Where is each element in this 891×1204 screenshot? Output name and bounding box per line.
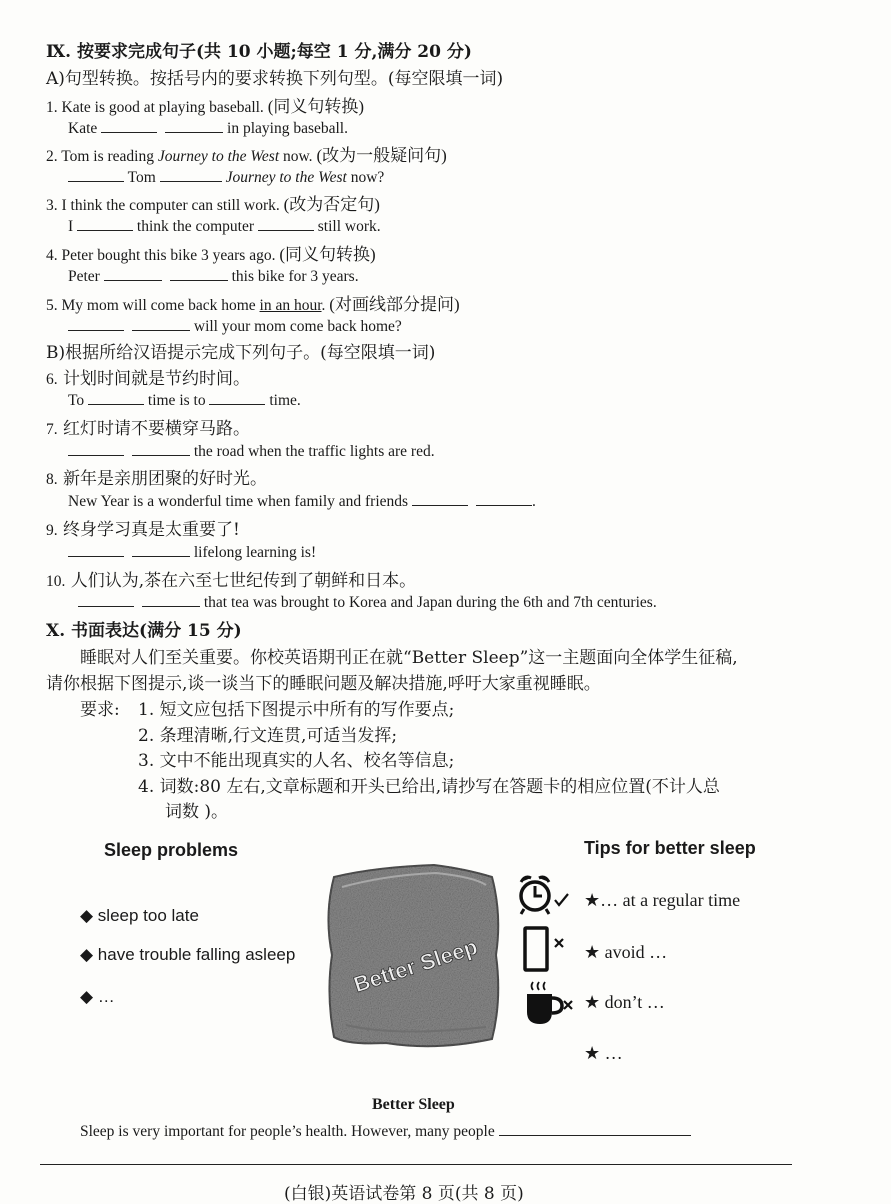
q2-a1: Tom (127, 169, 156, 186)
q7-blank-1[interactable] (68, 441, 124, 456)
q8-blank-2[interactable] (476, 491, 532, 506)
essay-opening-line (80, 1121, 691, 1141)
q2-answer-line (68, 167, 384, 187)
requirement-3: 3. 文中不能出现真实的人名、校名等信息; (138, 751, 455, 771)
q1-note: (同义句转换) (267, 97, 365, 116)
q5-text-1: My mom will come back home (61, 297, 256, 314)
q2-blank-2[interactable] (160, 167, 222, 182)
question-6 (46, 364, 250, 389)
question-1 (46, 92, 364, 117)
q2-text-1: Tom is reading (61, 148, 154, 165)
pillow-illustration (316, 855, 516, 1055)
q10-number: 10. (46, 573, 66, 590)
q2-blank-1[interactable] (68, 167, 124, 182)
question-8 (46, 464, 267, 489)
question-5 (46, 290, 460, 315)
q2-a2: now? (350, 169, 385, 186)
q5-answer-line (68, 316, 402, 336)
q3-blank-2[interactable] (258, 216, 314, 231)
tips-title: Tips for better sleep (584, 838, 756, 858)
q6-number: 6. (46, 371, 58, 388)
q2-number: 2. (46, 148, 58, 165)
q8-blank-1[interactable] (412, 491, 468, 506)
page-divider (40, 1164, 792, 1165)
q6-a2: time is to (147, 392, 206, 409)
q3-a3: still work. (317, 218, 381, 235)
q9-blank-2[interactable] (132, 542, 190, 557)
q8-answer-line (68, 491, 536, 511)
q3-answer-line (68, 216, 381, 236)
problem-item-1: ◆ sleep too late (80, 906, 199, 925)
q4-blank-1[interactable] (104, 266, 162, 281)
q8-chinese: 新年是亲朋团聚的好时光。 (63, 469, 268, 489)
q1-blank-2[interactable] (165, 118, 223, 133)
q5-note: (对画线部分提问) (329, 295, 460, 314)
q6-answer-line (68, 390, 301, 410)
tip-item-2: ★ avoid … (584, 942, 668, 962)
q1-answer-line (68, 118, 348, 138)
question-9 (46, 515, 240, 540)
q9-number: 9. (46, 522, 58, 539)
section-9-title: Ⅸ. 按要求完成句子(共 10 小题;每空 1 分,满分 20 分) (46, 42, 472, 62)
q5-number: 5. (46, 297, 58, 314)
pillow-text: Better Sleep (350, 933, 481, 998)
q2-book-title-answer: Journey to the West (225, 169, 347, 186)
question-4 (46, 240, 376, 265)
q2-book-title: Journey to the West (157, 148, 280, 165)
q5-underlined: in an hour (259, 297, 322, 314)
question-3 (46, 190, 380, 215)
q10-blank-2[interactable] (142, 592, 200, 607)
q5-a1: will your mom come back home? (193, 318, 402, 335)
question-10 (46, 566, 416, 591)
requirement-4-cont: 词数 )。 (165, 802, 229, 822)
tip-item-4: ★ … (584, 1043, 623, 1063)
q3-note: (改为否定句) (283, 195, 380, 214)
requirement-4: 4. 词数:80 左右,文章标题和开头已给出,请抄写在答题卡的相应位置(不计人总 (138, 777, 720, 797)
q1-number: 1. (46, 99, 58, 116)
tip-item-3: ★ don’t … (584, 992, 665, 1012)
q1-blank-1[interactable] (101, 118, 157, 133)
section-10-title: Ⅹ. 书面表达(满分 15 分) (46, 621, 242, 641)
q5-blank-2[interactable] (132, 316, 190, 331)
sleep-problems-title: Sleep problems (104, 840, 239, 860)
essay-title: Better Sleep (372, 1096, 455, 1113)
q4-blank-2[interactable] (170, 266, 228, 281)
alarm-clock-check-icon (515, 872, 571, 916)
q10-blank-1[interactable] (78, 592, 134, 607)
coffee-cross-icon (524, 980, 578, 1028)
q8-a2: . (531, 493, 536, 510)
requirement-2: 2. 条理清晰,行文连贯,可适当发挥; (138, 726, 398, 746)
q6-blank-2[interactable] (209, 390, 265, 405)
q10-answer-line (78, 592, 657, 612)
q5-text-2: . (321, 297, 326, 314)
part-b-title: B)根据所给汉语提示完成下列句子。(每空限填一词) (46, 343, 436, 363)
essay-writing-blank[interactable] (499, 1121, 691, 1136)
question-7 (46, 414, 250, 439)
q7-a1: the road when the traffic lights are red. (193, 443, 435, 460)
q4-a2: this bike for 3 years. (231, 268, 359, 285)
q2-note: (改为一般疑问句) (316, 146, 447, 165)
q7-number: 7. (46, 421, 58, 438)
q3-a2: think the computer (136, 218, 255, 235)
q4-text: Peter bought this bike 3 years ago. (61, 247, 276, 264)
q3-text: I think the computer can still work. (61, 197, 280, 214)
q1-text: Kate is good at playing baseball. (61, 99, 264, 116)
q3-blank-1[interactable] (77, 216, 133, 231)
q4-answer-line (68, 266, 359, 286)
q4-a1: Peter (68, 268, 100, 285)
page-footer: (白银)英语试卷第 8 页(共 8 页) (284, 1184, 524, 1204)
q6-chinese: 计划时间就是节约时间。 (63, 369, 251, 389)
q8-a1: New Year is a wonderful time when family and friends (68, 493, 409, 510)
q9-blank-1[interactable] (68, 542, 124, 557)
q6-a1: To (68, 392, 85, 409)
phone-cross-icon (522, 925, 570, 975)
q4-number: 4. (46, 247, 58, 264)
q10-a1: that tea was brought to Korea and Japan during the 6th and 7th centuries. (203, 594, 657, 611)
q9-chinese: 终身学习真是太重要了! (63, 520, 240, 540)
requirement-1: 1. 短文应包括下图提示中所有的写作要点; (138, 700, 455, 720)
q9-answer-line (68, 542, 316, 562)
q3-number: 3. (46, 197, 58, 214)
q2-text-2: now. (283, 148, 313, 165)
q3-a1: I (68, 218, 74, 235)
tip-item-1: ★… at a regular time (584, 890, 741, 910)
q5-blank-1[interactable] (68, 316, 124, 331)
problem-item-2: ◆ have trouble falling asleep (80, 945, 296, 964)
question-2 (46, 141, 447, 166)
requirements-label: 要求: (80, 700, 120, 720)
q10-chinese: 人们认为,茶在六至七世纪传到了朝鲜和日本。 (70, 571, 417, 591)
q6-a3: time. (269, 392, 301, 409)
q1-a2: in playing baseball. (227, 120, 348, 137)
q1-a1: Kate (68, 120, 98, 137)
part-a-title: A)句型转换。按括号内的要求转换下列句型。(每空限填一词) (46, 69, 504, 89)
q9-a1: lifelong learning is! (193, 544, 317, 561)
q6-blank-1[interactable] (88, 390, 144, 405)
q7-blank-2[interactable] (132, 441, 190, 456)
prompt-para-2: 请你根据下图提示,谈一谈当下的睡眠问题及解决措施,呼吁大家重视睡眠。 (46, 674, 601, 694)
q7-answer-line (68, 441, 435, 461)
q7-chinese: 红灯时请不要横穿马路。 (63, 419, 251, 439)
q8-number: 8. (46, 471, 58, 488)
problem-item-3: ◆ … (80, 987, 115, 1006)
essay-opening: Sleep is very important for people’s health. However, many people (80, 1123, 495, 1140)
q4-note: (同义句转换) (279, 245, 376, 264)
prompt-para-1: 睡眠对人们至关重要。你校英语期刊正在就“Better Sleep”这一主题面向全体学生征稿, (80, 648, 738, 668)
